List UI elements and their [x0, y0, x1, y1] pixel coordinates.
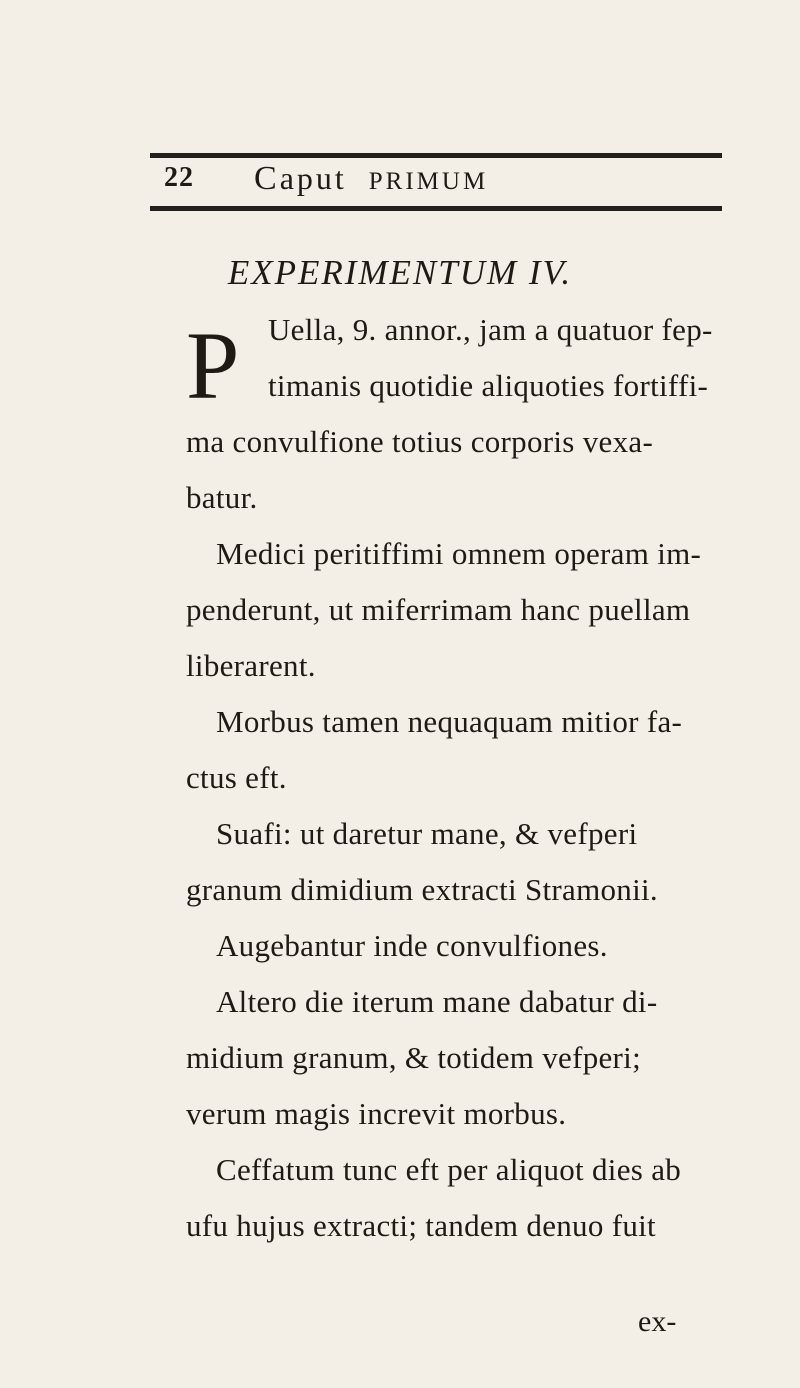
running-head-word2: PRIMUM: [368, 168, 489, 195]
running-head-rest: aput: [279, 160, 347, 196]
section-title: EXPERIMENTUM IV.: [227, 253, 573, 292]
text-line: midium granum, & totidem vefperi;: [186, 1040, 642, 1075]
page-header: [150, 160, 722, 204]
running-head-initial: C: [254, 160, 280, 197]
page-number: 22: [164, 162, 194, 193]
text-line: Altero die iterum mane dabatur di-: [216, 984, 658, 1019]
text-line: liberarent.: [186, 648, 316, 683]
catchword: ex-: [638, 1305, 677, 1338]
header-rule-bottom: [150, 206, 722, 211]
text-line: Augebantur inde convulfiones.: [216, 928, 608, 963]
text-line: penderunt, ut miferrimam hanc puellam: [186, 592, 691, 627]
text-line: ufu hujus extracti; tandem denuo fuit: [186, 1208, 656, 1243]
text-line: Medici peritiffimi omnem operam im-: [216, 536, 702, 571]
running-head: [254, 160, 488, 198]
drop-cap: P: [186, 312, 240, 419]
text-line: Ceffatum tunc eft per aliquot dies ab: [216, 1152, 682, 1187]
text-line: timanis quotidie aliquoties fortiffi-: [268, 368, 709, 403]
text-line: batur.: [186, 480, 258, 515]
text-line: Suafi: ut daretur mane, & vefperi: [216, 816, 638, 851]
text-line: Uella, 9. annor., jam a quatuor fep-: [268, 312, 713, 347]
text-line: verum magis increvit morbus.: [186, 1096, 567, 1131]
text-line: ma convulfione totius corporis vexa-: [186, 424, 654, 459]
text-line: ctus eft.: [186, 760, 287, 795]
text-line: granum dimidium extracti Stramonii.: [186, 872, 658, 907]
text-line: Morbus tamen nequaquam mitior fa-: [216, 704, 683, 739]
header-rule-top: [150, 153, 722, 158]
